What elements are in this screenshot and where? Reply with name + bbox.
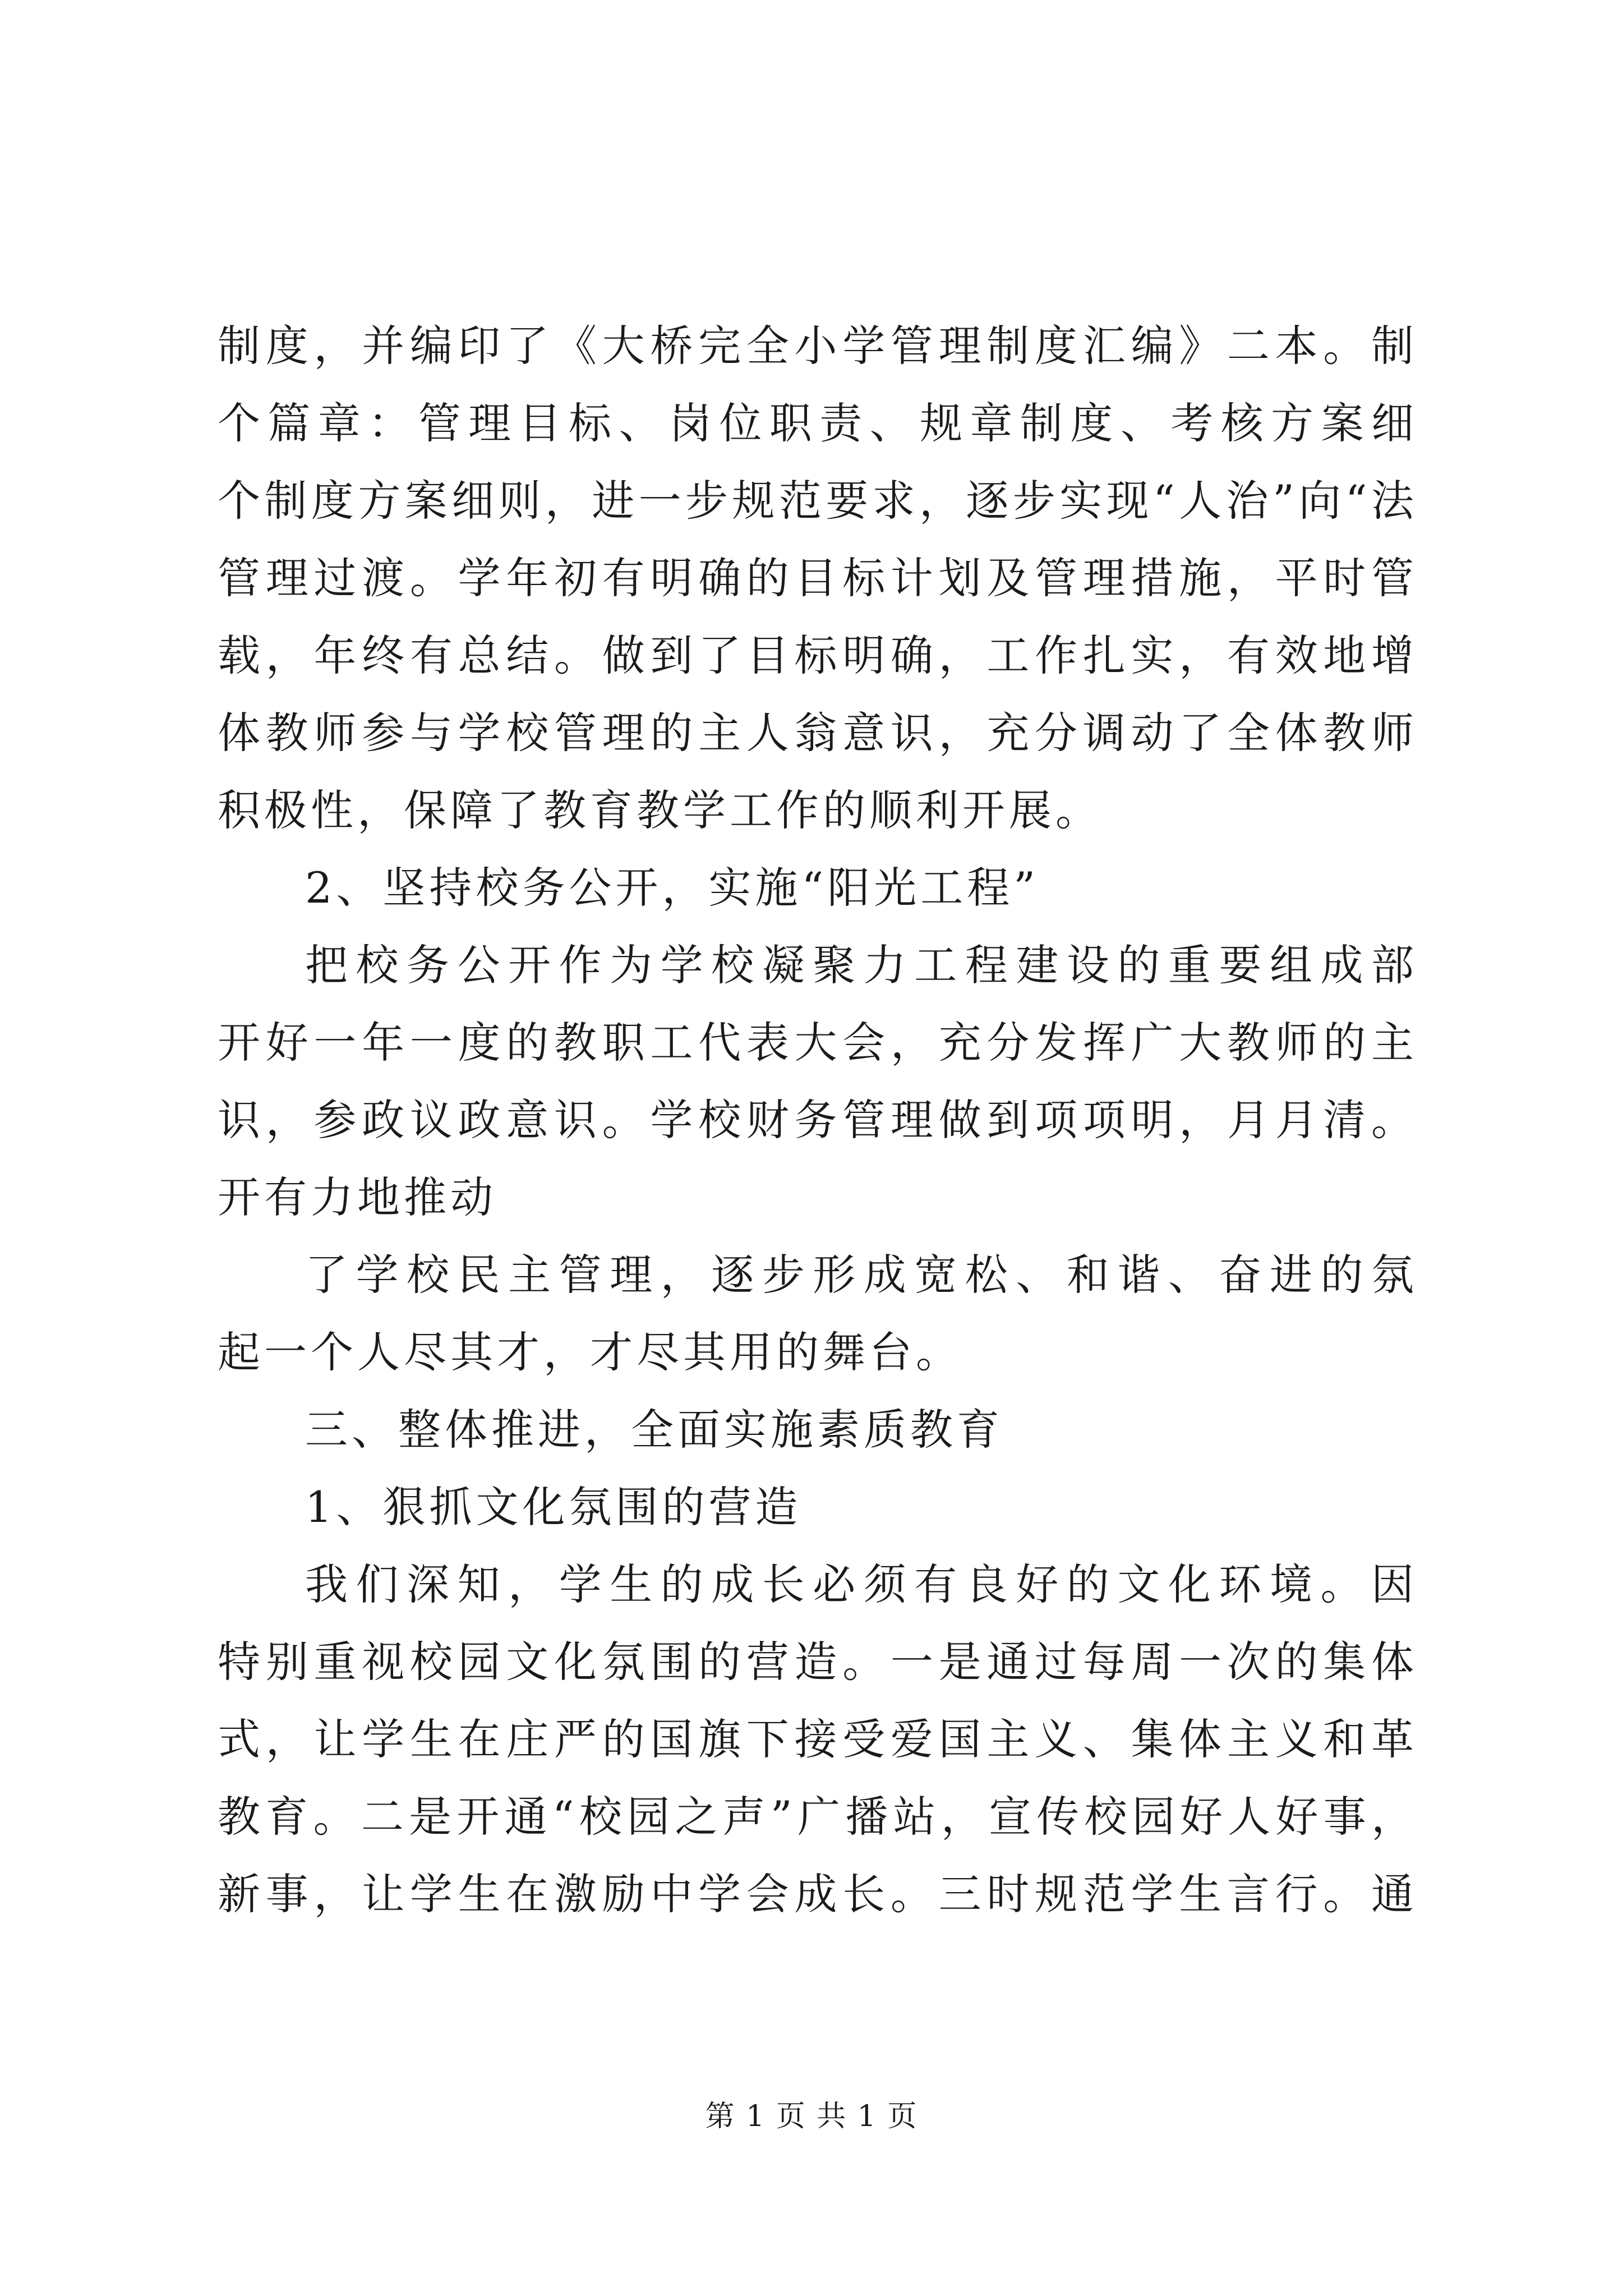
text-line: 载，年终有总结。做到了目标明确，工作扎实，有效地增 — [218, 631, 1418, 680]
text-line: 特别重视校园文化氛围的营造。一是通过每周一次的集体 — [218, 1637, 1418, 1687]
page-footer: 第 1 页 共 1 页 — [705, 2100, 918, 2133]
section-heading: 2、坚持校务公开，实施“阳光工程” — [305, 863, 1040, 913]
text-line: 我们深知，学生的成长必须有良好的文化环境。因 — [305, 1559, 1418, 1609]
text-line: 教育。二是开通“校园之声”广播站，宣传校园好人好事， — [218, 1792, 1418, 1842]
text-line: 新事，让学生在激励中学会成长。三时规范学生言行。通 — [218, 1869, 1418, 1919]
text-line: 体教师参与学校管理的主人翁意识，充分调动了全体教师 — [218, 708, 1418, 758]
text-line: 识，参政议政意识。学校财务管理做到项项明，月月清。 — [218, 1095, 1418, 1145]
text-line: 把校务公开作为学校凝聚力工程建设的重要组成部 — [305, 940, 1418, 990]
text-line: 制度，并编印了《大桥完全小学管理制度汇编》二本。制 — [218, 321, 1418, 371]
text-line: 开有力地推动 — [218, 1172, 497, 1222]
document-body — [218, 307, 1418, 1933]
text-line: 起一个人尽其才，才尽其用的舞台。 — [218, 1327, 962, 1377]
text-line: 开好一年一度的教职工代表大会，充分发挥广大教师的主 — [218, 1018, 1418, 1068]
section-heading: 1、狠抓文化氛围的营造 — [305, 1482, 802, 1532]
text-line: 管理过渡。学年初有明确的目标计划及管理措施，平时管 — [218, 553, 1418, 603]
text-line: 了学校民主管理，逐步形成宽松、和谐、奋进的氛 — [305, 1250, 1418, 1300]
text-line: 个制度方案细则，进一步规范要求，逐步实现“人治”向“法 — [218, 476, 1418, 526]
text-line: 式，让学生在庄严的国旗下接受爱国主义、集体主义和革 — [218, 1714, 1418, 1764]
text-line: 积极性，保障了教育教学工作的顺利开展。 — [218, 785, 1102, 835]
text-line: 个篇章：管理目标、岗位职责、规章制度、考核方案细 — [218, 398, 1418, 448]
section-heading: 三、整体推进，全面实施素质教育 — [305, 1405, 1003, 1455]
